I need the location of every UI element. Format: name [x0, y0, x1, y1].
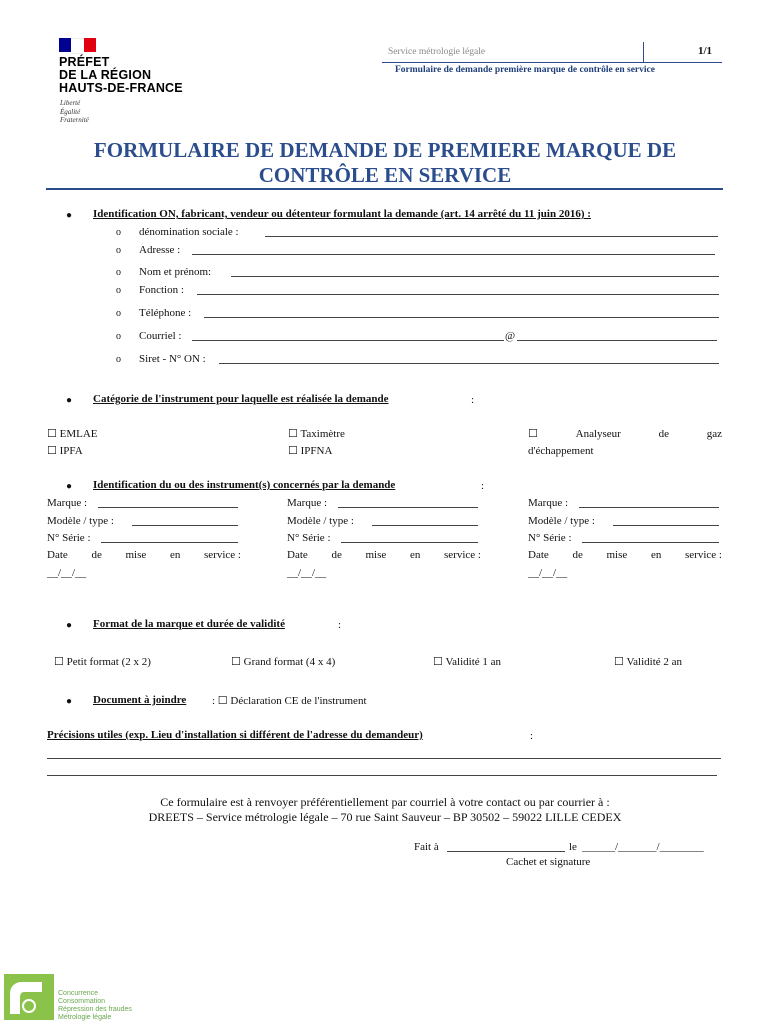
field-line-siret[interactable]: [219, 363, 719, 364]
serie-label: N° Série :: [47, 532, 91, 544]
date-signature-field[interactable]: ______/_______/________: [582, 841, 704, 853]
analyseur-word: de: [658, 428, 669, 440]
date-word: service :: [685, 549, 722, 561]
precisions-line-2[interactable]: [47, 775, 717, 776]
serie-label: N° Série :: [528, 532, 572, 544]
marque-label: Marque :: [287, 497, 328, 509]
header-divider: [643, 42, 644, 62]
bullet-icon: ●: [66, 395, 73, 406]
date-word: en: [650, 549, 662, 561]
checkbox-icon[interactable]: ☐: [47, 428, 57, 440]
field-line-telephone[interactable]: [204, 317, 719, 318]
date-word: service :: [204, 549, 241, 561]
field-line-courriel-user[interactable]: [192, 340, 504, 341]
checkbox-icon[interactable]: ☐: [528, 428, 538, 440]
checkbox-grand-format[interactable]: [231, 655, 335, 669]
date-word: mise: [125, 549, 147, 561]
date-word: Date: [287, 549, 308, 561]
option-emlae-label: EMLAE: [59, 428, 98, 440]
option-label: Grand format (4 x 4): [243, 656, 336, 668]
bullet-icon: ●: [66, 210, 73, 221]
marque-line[interactable]: [338, 507, 478, 508]
bullet-icon: ●: [66, 481, 73, 492]
title-rule: [46, 188, 723, 190]
field-label-adresse: Adresse :: [139, 244, 181, 256]
marque-label: Marque :: [528, 497, 569, 509]
precisions-colon: :: [530, 730, 534, 742]
return-line-1: Ce formulaire est à renvoyer préférentiellement par courriel à votre contact ou par courrier à :: [160, 795, 610, 809]
section1-heading: Identification ON, fabricant, vendeur ou détenteur formulant la demande (art. 14 arrêté du 11 juin 2016) :: [93, 208, 591, 220]
checkbox-ipfna[interactable]: [288, 444, 332, 458]
date-word: de: [572, 549, 583, 561]
circle-bullet: o: [116, 308, 121, 319]
checkbox-analyseur[interactable]: [528, 427, 722, 441]
return-line-2: DREETS – Service métrologie légale – 70 rue Saint Sauveur – BP 30502 – 59022 LILLE CEDEX: [148, 810, 622, 824]
analyseur-word: gaz: [706, 428, 722, 440]
header-subtitle: Formulaire de demande première marque de contrôle en service: [395, 65, 655, 75]
prefet-logo-text: PRÉFET DE LA RÉGION HAUTS-DE-FRANCE: [59, 55, 183, 95]
date-label: [287, 548, 481, 562]
serie-line[interactable]: [582, 542, 719, 543]
ccrf-logo-icon: [4, 974, 54, 1020]
marianne-flag-icon: [59, 38, 96, 52]
modele-line[interactable]: [613, 525, 719, 526]
checkbox-icon[interactable]: ☐: [54, 656, 64, 668]
circle-bullet: o: [116, 331, 121, 342]
field-line-adresse[interactable]: [192, 254, 715, 255]
field-line-fonction[interactable]: [197, 294, 719, 295]
date-word: Date: [528, 549, 549, 561]
section5-heading: Document à joindre: [93, 694, 187, 706]
date-word: de: [91, 549, 102, 561]
circle-bullet: o: [116, 285, 121, 296]
option-ipfa-label: IPFA: [59, 445, 83, 457]
section4-colon: :: [338, 619, 342, 631]
checkbox-emlae[interactable]: [47, 427, 98, 441]
date-word: en: [169, 549, 181, 561]
date-label: [47, 548, 241, 562]
header-service: Service métrologie légale: [388, 47, 486, 57]
circle-bullet: o: [116, 267, 121, 278]
cachet-signature: Cachet et signature: [506, 856, 591, 868]
option-label: Validité 1 an: [445, 656, 502, 668]
section3-heading: Identification du ou des instrument(s) concernés par la demande: [93, 479, 396, 491]
serie-line[interactable]: [341, 542, 478, 543]
serie-label: N° Série :: [287, 532, 331, 544]
checkbox-icon[interactable]: ☐: [614, 656, 624, 668]
modele-label: Modèle / type :: [528, 515, 595, 527]
modele-label: Modèle / type :: [287, 515, 354, 527]
analyseur-word: Analyseur: [575, 428, 621, 440]
circle-bullet: o: [116, 227, 121, 238]
field-line-denomination[interactable]: [265, 236, 718, 237]
bullet-icon: ●: [66, 620, 73, 631]
circle-bullet: o: [116, 245, 121, 256]
marque-label: Marque :: [47, 497, 88, 509]
modele-line[interactable]: [372, 525, 478, 526]
header-rule: [382, 62, 722, 63]
precisions-line-1[interactable]: [47, 758, 721, 759]
option-taximetre-label: Taximètre: [300, 428, 345, 440]
date-word: mise: [606, 549, 628, 561]
fait-a-label: Fait à: [414, 841, 439, 853]
return-instructions: [40, 795, 730, 825]
field-label-fonction: Fonction :: [139, 284, 184, 296]
circle-bullet: o: [116, 354, 121, 365]
date-word: service :: [444, 549, 481, 561]
marque-line[interactable]: [98, 507, 238, 508]
date-word: de: [331, 549, 342, 561]
republic-motto: Liberté Égalité Fraternité: [60, 99, 89, 124]
option-label: Petit format (2 x 2): [66, 656, 151, 668]
at-sign: @: [505, 330, 516, 342]
declaration-ce-checkbox[interactable]: : ☐ Déclaration CE de l'instrument: [212, 695, 367, 707]
ccrf-logo-text: Concurrence Consommation Répression des fraudes Métrologie légale: [58, 990, 132, 1021]
field-label-courriel: Courriel :: [139, 330, 182, 342]
field-label-siret: Siret - N° ON :: [139, 353, 206, 365]
date-field[interactable]: __/__/__: [528, 567, 568, 579]
field-label-denomination: dénomination sociale :: [139, 226, 239, 238]
field-label-nom: Nom et prénom:: [139, 266, 212, 278]
checkbox-taximetre[interactable]: [288, 427, 345, 441]
precisions-heading: Précisions utiles (exp. Lieu d'installation si différent de l'adresse du demandeur): [47, 729, 423, 741]
date-word: Date: [47, 549, 68, 561]
fait-a-line[interactable]: [447, 851, 565, 852]
option-ipfna-label: IPFNA: [300, 445, 333, 457]
section2-heading: Catégorie de l'instrument pour laquelle est réalisée la demande: [93, 393, 389, 405]
page-title: FORMULAIRE DE DEMANDE DE PREMIERE MARQUE DE CONTRÔLE EN SERVICE: [93, 138, 677, 187]
date-word: mise: [365, 549, 387, 561]
le-label: le: [569, 841, 577, 853]
modele-label: Modèle / type :: [47, 515, 114, 527]
date-word: en: [409, 549, 421, 561]
field-line-nom[interactable]: [231, 276, 719, 277]
checkbox-icon[interactable]: ☐: [231, 656, 241, 668]
field-label-telephone: Téléphone :: [139, 307, 192, 319]
checkbox-icon[interactable]: ☐: [47, 445, 57, 457]
date-field[interactable]: __/__/__: [287, 567, 327, 579]
section3-colon: :: [481, 480, 485, 492]
checkbox-petit-format[interactable]: [54, 655, 151, 669]
option-label: Validité 2 an: [626, 656, 683, 668]
bullet-icon: ●: [66, 696, 73, 707]
checkbox-icon[interactable]: ☐: [288, 445, 298, 457]
date-field[interactable]: __/__/__: [47, 567, 87, 579]
checkbox-validite-1[interactable]: [433, 655, 501, 669]
serie-line[interactable]: [101, 542, 238, 543]
page-number: 1/1: [698, 45, 713, 57]
field-line-courriel-domain[interactable]: [517, 340, 717, 341]
section2-colon: :: [471, 394, 475, 406]
analyseur-line2: d'échappement: [528, 445, 594, 457]
section4-heading: Format de la marque et durée de validité: [93, 618, 285, 630]
checkbox-icon[interactable]: ☐: [288, 428, 298, 440]
marque-line[interactable]: [579, 507, 719, 508]
checkbox-icon[interactable]: ☐: [433, 656, 443, 668]
checkbox-ipfa[interactable]: [47, 444, 83, 458]
checkbox-validite-2[interactable]: [614, 655, 682, 669]
modele-line[interactable]: [132, 525, 238, 526]
date-label: [528, 548, 722, 562]
